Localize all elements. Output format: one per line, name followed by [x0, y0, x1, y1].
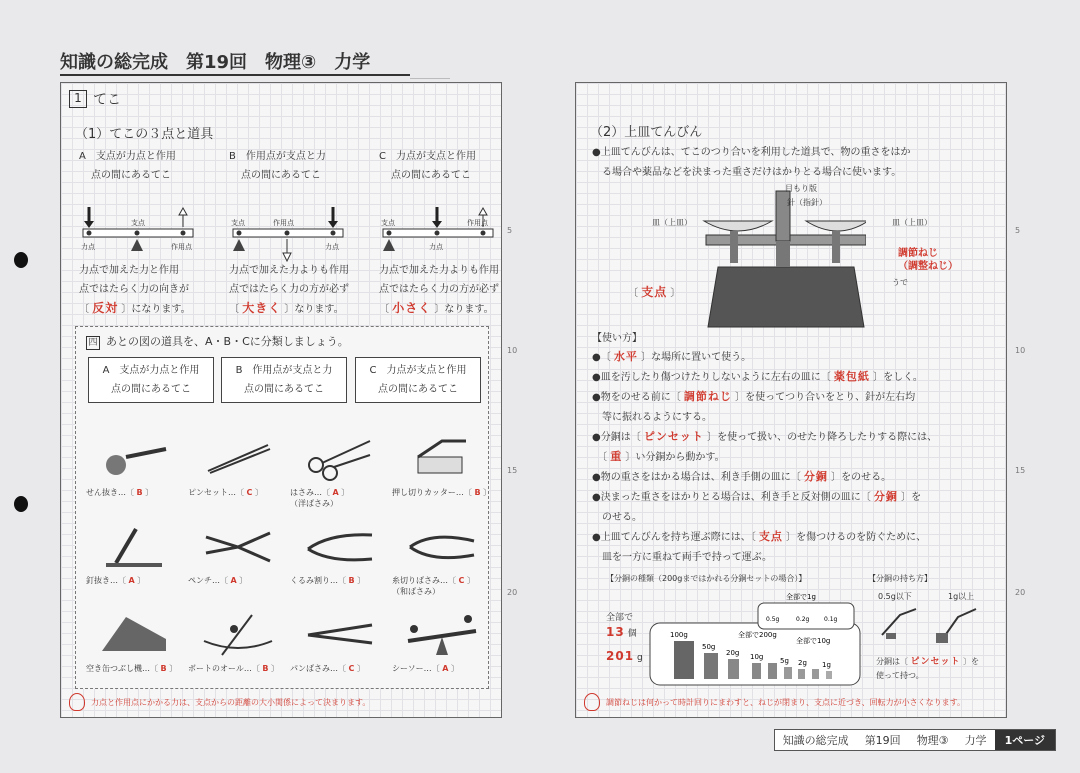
label-sayoten: 作用点 [467, 219, 488, 227]
answer-text: 13 [606, 625, 625, 639]
howto-text: 〕な場所に置いて使う。 [641, 352, 752, 363]
answer-text: 分銅 [803, 470, 828, 483]
tool-item [290, 435, 390, 507]
w-sum: 全部で10g [796, 637, 831, 645]
count-suffix: 個 [627, 629, 637, 639]
tool-name: パンばさみ…〔 [290, 664, 346, 673]
tool-item [392, 611, 492, 683]
tool-label [86, 487, 153, 498]
section-number: 1 [69, 90, 87, 108]
answer-text: 水平 [613, 350, 638, 363]
lever-c-line-2: 点ではたらく力の方が必ず [379, 284, 499, 295]
tool-label [392, 663, 459, 674]
hold-note-3: 使って持つ。 [876, 671, 924, 680]
answer-text: 大きく [242, 301, 282, 315]
lever-diagram-b [229, 205, 349, 269]
lever-a-line-3: 〕になります。 [121, 304, 191, 315]
tool-item [392, 523, 492, 595]
tool-name: 糸切りばさみ…〔 [392, 576, 456, 585]
label-memori: 目もり版 [785, 184, 817, 193]
howto-text: ●〔 [592, 352, 611, 363]
margin-number: 20 [1015, 588, 1026, 597]
category-c-line-1: C 力点が支点と作用 [369, 365, 467, 376]
howto-line [592, 467, 891, 488]
tool-name: ボートのオール…〔 [188, 664, 260, 673]
bracket: 〕 [483, 488, 492, 497]
weights-title: 【分銅の種類（200gまではかれる分銅セットの場合）】 [606, 574, 807, 583]
howto-text: ●分銅は〔 [592, 432, 641, 443]
tool-label [290, 575, 365, 586]
answer-text: 小さく [392, 301, 432, 315]
tool-item [290, 611, 390, 683]
tools-exercise [75, 326, 492, 689]
howto-line [592, 427, 937, 448]
w-label: 20g [726, 649, 740, 657]
label-shiten: 支点 [131, 219, 145, 227]
tool-name: ピンセット…〔 [188, 488, 244, 497]
tool-label [86, 663, 177, 674]
w-label: 1g [822, 661, 831, 669]
answer-text: 分銅 [873, 490, 898, 503]
tool-label [290, 487, 349, 509]
footer-title: 知識の総完成 [782, 734, 849, 747]
lever-diagram-c [379, 205, 499, 269]
label-sara-right: 皿（上皿） [892, 218, 932, 227]
howto-line [592, 367, 923, 388]
bracket: 〕 [254, 488, 263, 497]
answer-text: B [474, 488, 481, 497]
label-chosei-neji [898, 247, 958, 273]
w-sum: 全部で200g [738, 631, 777, 639]
bracket: 〕 [169, 664, 178, 673]
page-number: 1ページ [995, 730, 1055, 750]
right-page [575, 82, 1007, 718]
category-b-line-2: 点の間にあるてこ [244, 384, 324, 395]
howto-text: 〕を使って扱い、のせたり降ろしたりする際には、 [707, 432, 938, 443]
label-chosei-2: （調整ねじ） [898, 261, 958, 272]
tool-label [86, 575, 145, 586]
answer-text: B [262, 664, 269, 673]
binder-hole [14, 496, 28, 512]
tool-icon [402, 611, 482, 659]
balance-scale-diagram [686, 183, 866, 328]
w-label: 5g [780, 657, 789, 665]
tool-name: 押し切りカッター…〔 [392, 488, 472, 497]
page-title: 知識の総完成 第19回 物理③ 力学 [60, 46, 410, 76]
howto-text: ●皿を汚したり傷つけたりしないように左右の皿に〔 [592, 372, 831, 383]
lever-b-line-3: 〕なります。 [284, 304, 344, 315]
lever-b-line-2: 点ではたらく力の方が必ず [229, 284, 349, 295]
subsection-title: （1）てこの３点と道具 [75, 127, 214, 142]
category-box-a [88, 357, 214, 403]
footer-issue: 第19回 [864, 734, 901, 747]
w-label: 100g [670, 631, 688, 639]
tool-item [86, 435, 186, 507]
lever-c-heading-1: C 力点が支点と作用 [379, 151, 476, 162]
howto-heading: 【使い方】 [592, 333, 642, 344]
answer-text: 201 [606, 649, 635, 663]
weights-count [606, 611, 643, 665]
total-unit: g [636, 653, 643, 663]
label-rikiten: 力点 [325, 243, 339, 251]
bracket: 〔 [79, 304, 89, 315]
hold-note-1: 分銅は〔 [876, 657, 908, 666]
margin-number: 5 [1015, 226, 1021, 235]
count-prefix: 全部で [606, 613, 634, 623]
howto-text: 〕をのせる。 [831, 472, 892, 483]
section-heading [69, 89, 121, 109]
margin-number: 10 [1015, 346, 1026, 355]
answer-text: A [332, 488, 339, 497]
label-sayoten: 作用点 [171, 243, 192, 251]
tool-item [290, 523, 390, 595]
howto-text: 〕を [901, 492, 922, 503]
w-label: 2g [798, 659, 807, 667]
label-chosei-1: 調節ねじ [898, 248, 938, 259]
tool-icon [300, 435, 380, 483]
question-icon: 四 [86, 336, 100, 350]
hold-label-2: 1g以上 [948, 592, 975, 601]
margin-number: 15 [507, 466, 518, 475]
lightbulb-icon [584, 693, 600, 711]
label-rikiten: 力点 [429, 243, 443, 251]
title-rule [410, 78, 450, 79]
w-label: 10g [750, 653, 764, 661]
footer-topic: 力学 [964, 734, 987, 747]
tool-icon [96, 611, 176, 659]
answer-text: C [246, 488, 253, 497]
label-shiten: 支点 [381, 219, 395, 227]
w-label: 0.2g [796, 616, 810, 623]
category-c-line-2: 点の間にあるてこ [378, 384, 458, 395]
howto-text: 〕い分銅から動かす。 [625, 452, 725, 463]
point-note [69, 693, 370, 711]
answer-text: 重 [610, 450, 623, 463]
howto-text: 〕をしく。 [873, 372, 923, 383]
howto-text: 皿を一方に重ねて両手で持って運ぶ。 [592, 552, 772, 563]
howto-text: ●上皿てんびんを持ち運ぶ際には、〔 [592, 532, 756, 543]
lever-a-heading-2: 点の間にあるてこ [91, 170, 171, 181]
bracket: 〕 [466, 576, 475, 585]
point-note [584, 693, 965, 711]
footer-subject: 物理③ [916, 734, 949, 747]
hold-note-2: 〕を [963, 657, 980, 666]
weights-set-diagram [646, 583, 866, 688]
tool-icon [402, 523, 482, 571]
intro-line-1: ●上皿てんびんは、てこのつり合いを利用した道具で、物の重さをはか [592, 147, 911, 158]
howto-text: 〔 [592, 452, 607, 463]
lever-c-line-3: 〕なります。 [434, 304, 494, 315]
answer-text: B [348, 576, 355, 585]
hold-note [876, 655, 979, 683]
lever-a-explanation [79, 261, 191, 319]
tool-label [290, 663, 365, 674]
howto-line [592, 507, 642, 528]
tool-icon [198, 611, 278, 659]
category-box-c [355, 357, 481, 403]
tool-icon [300, 611, 380, 659]
howto-text: ●物の重さをはかる場合は、利き手側の皿に〔 [592, 472, 801, 483]
tool-name: はさみ…〔 [290, 488, 330, 497]
answer-text: ピンセット [643, 430, 704, 443]
tool-item [188, 611, 288, 683]
tools-question [86, 333, 349, 350]
answer-text: 支点 [758, 530, 783, 543]
tool-item [188, 523, 288, 595]
tool-icon [96, 435, 176, 483]
answer-text: 反対 [92, 301, 119, 315]
category-a-line-2: 点の間にあるてこ [111, 384, 191, 395]
label-shiten: 〔 支点 〕 [628, 285, 681, 299]
lever-c-explanation [379, 261, 499, 319]
tools-question-text: あとの図の道具を、A・B・Cに分類しましょう。 [106, 335, 349, 348]
answer-text: B [136, 488, 143, 497]
tool-name: せん抜き…〔 [86, 488, 134, 497]
howto-text: 〕を傷つけるのを防ぐために、 [786, 532, 927, 543]
label-sara-left: 皿（上皿） [652, 218, 692, 227]
page-footer [774, 729, 1056, 751]
tool-item [392, 435, 492, 507]
bracket: 〕 [239, 576, 248, 585]
answer-text: 薬包紙 [833, 370, 870, 383]
bracket: 〕 [356, 664, 365, 673]
howto-line [592, 347, 751, 368]
tool-label [188, 575, 247, 586]
point-text: 調節ねじは何かって時計回りにまわすと、ねじが閉まり、支点に近づき、回転力が小さくなります。 [606, 697, 966, 707]
tool-name: 空き缶つぶし機…〔 [86, 664, 158, 673]
answer-text: ピンセット [910, 657, 961, 667]
lever-b-line-1: 力点で加えた力よりも作用 [229, 265, 349, 276]
tool-sub: （和ばさみ） [392, 587, 440, 596]
w-label: 0.1g [824, 616, 838, 623]
answer-text: A [128, 576, 135, 585]
bracket: 〕 [341, 488, 350, 497]
tool-name: くるみ割り…〔 [290, 576, 346, 585]
lever-b-explanation [229, 261, 349, 319]
label-hari: 針（指針） [787, 198, 827, 207]
category-box-b [221, 357, 347, 403]
category-a-line-1: A 支点が力点と作用 [102, 365, 200, 376]
tool-icon [96, 523, 176, 571]
tool-item [86, 611, 186, 683]
lever-c-heading-2: 点の間にあるてこ [391, 170, 471, 181]
tweezers-hands-icon [876, 605, 986, 645]
tool-icon [198, 435, 278, 483]
howto-text: ●物をのせる前に〔 [592, 392, 681, 403]
bracket: 〕 [357, 576, 366, 585]
howto-text: ●決まった重さをはかりとる場合は、利き手と反対側の皿に〔 [592, 492, 871, 503]
hold-label-1: 0.5g以下 [878, 592, 912, 601]
tool-name: ペンチ…〔 [188, 576, 228, 585]
subsection-title: （2）上皿てんびん [590, 125, 703, 140]
bracket: 〕 [271, 664, 280, 673]
answer-text: C [458, 576, 465, 585]
lever-b-heading-1: B 作用点が支点と力 [229, 151, 326, 162]
lever-c-line-1: 力点で加えた力よりも作用 [379, 265, 499, 276]
tool-icon [198, 523, 278, 571]
howto-text: 〕を使ってつり合いをとり、針が左右均 [735, 392, 916, 403]
tool-label [188, 663, 279, 674]
answer-text: 調節ねじ [683, 390, 732, 403]
howto-line [592, 547, 772, 568]
answer-text: 支点 [641, 285, 668, 299]
lever-a-line-2: 点ではたらく力の向きが [79, 284, 189, 295]
margin-number: 5 [507, 226, 513, 235]
binder-hole [14, 252, 28, 268]
howto-line [592, 447, 725, 468]
howto-line [592, 407, 712, 428]
tool-sub: （洋ばさみ） [290, 499, 338, 508]
margin-number: 20 [507, 588, 518, 597]
howto-text: 等に振れるようにする。 [592, 412, 712, 423]
howto-line [592, 527, 926, 548]
label-rikiten: 力点 [81, 243, 95, 251]
lightbulb-icon [69, 693, 85, 711]
answer-text: A [230, 576, 237, 585]
tool-label [188, 487, 263, 498]
tool-icon [402, 435, 482, 483]
point-text: 力点と作用点にかかる力は、支点からの距離の大小関係によって決まります。 [91, 697, 371, 707]
bracket: 〕 [137, 576, 146, 585]
howto-line [592, 387, 915, 408]
tool-item [188, 435, 288, 507]
tool-name: シーソー…〔 [392, 664, 440, 673]
answer-text: A [442, 664, 449, 673]
tool-icon [300, 523, 380, 571]
howto-line [592, 487, 921, 508]
bracket: 〕 [145, 488, 154, 497]
answer-text: B [160, 664, 167, 673]
bracket: 〔 [229, 304, 239, 315]
w-label: 0.5g [766, 616, 780, 623]
weights-hold-title: 【分銅の持ち方】 [868, 574, 932, 583]
lever-a-line-1: 力点で加えた力と作用 [79, 265, 179, 276]
left-page [60, 82, 502, 718]
bracket: 〕 [450, 664, 459, 673]
label-shiten: 支点 [231, 219, 245, 227]
lever-diagram-a [79, 205, 199, 269]
lever-a-heading-1: A 支点が力点と作用 [79, 151, 176, 162]
tool-name: 釘抜き…〔 [86, 576, 126, 585]
category-b-line-1: B 作用点が支点と力 [235, 365, 333, 376]
section-title: てこ [93, 92, 121, 108]
margin-number: 15 [1015, 466, 1026, 475]
label-sayoten: 作用点 [273, 219, 294, 227]
bracket: 〔 [379, 304, 389, 315]
label-ude: うで [892, 278, 908, 287]
answer-text: C [348, 664, 355, 673]
lever-b-heading-2: 点の間にあるてこ [241, 170, 321, 181]
tool-label [392, 575, 475, 597]
w-label: 50g [702, 643, 716, 651]
intro-line-2: る場合や薬品などを決まった重さだけはかりとる場合に使います。 [602, 167, 902, 178]
tool-item [86, 523, 186, 595]
howto-text: のせる。 [592, 512, 642, 523]
w-sum: 全部で1g [786, 593, 816, 601]
tool-label [392, 487, 491, 498]
margin-number: 10 [507, 346, 518, 355]
